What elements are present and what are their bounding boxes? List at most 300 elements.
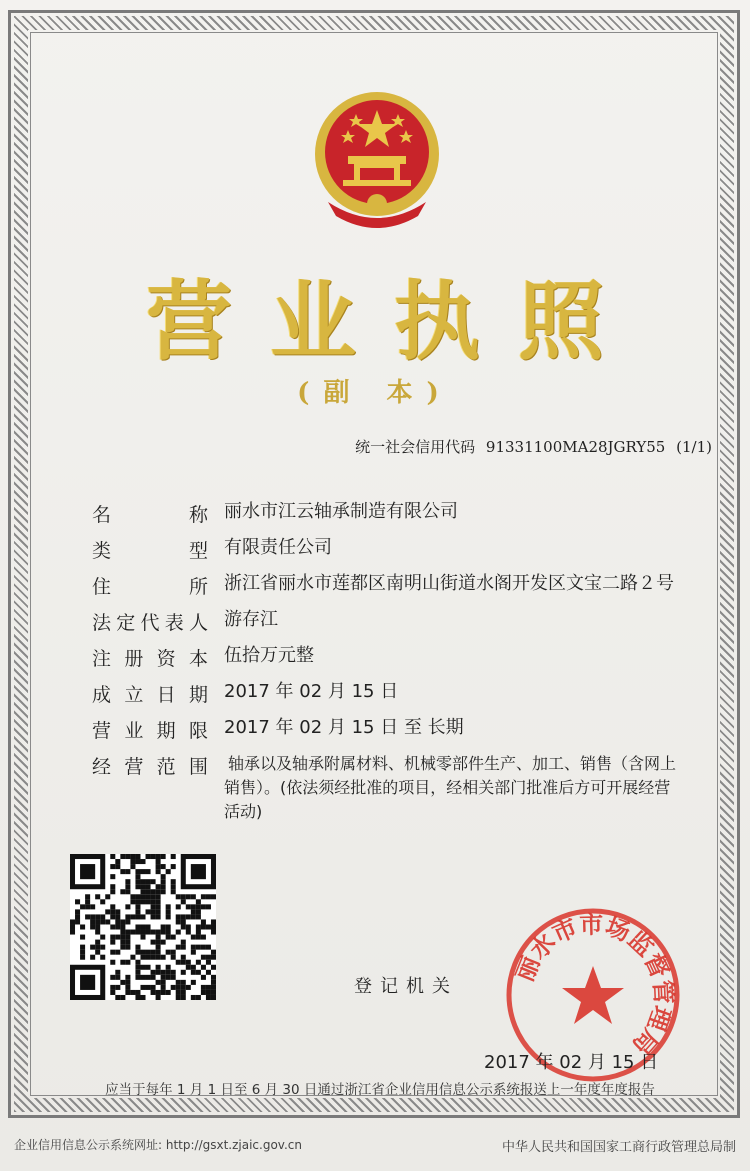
qr-module (211, 995, 216, 1000)
qr-module (181, 995, 186, 1000)
qr-module (196, 960, 201, 965)
qr-module (140, 859, 145, 864)
qr-module (156, 904, 161, 909)
qr-module (176, 995, 181, 1000)
field-row (92, 536, 692, 572)
qr-module (110, 940, 115, 945)
qr-module (176, 894, 181, 899)
qr-module (135, 975, 140, 980)
qr-module (166, 924, 171, 929)
qr-module (171, 970, 176, 975)
field-label (92, 536, 208, 563)
qr-module (115, 985, 120, 990)
qr-module (191, 950, 196, 955)
qr-module (110, 904, 115, 909)
qr-module (176, 980, 181, 985)
qr-finder-part (80, 864, 95, 879)
qr-module (191, 914, 196, 919)
qr-module (95, 940, 100, 945)
qr-module (151, 950, 156, 955)
qr-module (156, 859, 161, 864)
qr-module (156, 970, 161, 975)
qr-module (191, 894, 196, 899)
qr-module (151, 975, 156, 980)
qr-module (156, 884, 161, 889)
qr-module (125, 940, 130, 945)
qr-module (171, 864, 176, 869)
field-label-char: 期 (156, 720, 176, 742)
qr-module (125, 854, 130, 859)
qr-module (166, 935, 171, 940)
qr-module (166, 930, 171, 935)
qr-module (151, 879, 156, 884)
qr-module (140, 965, 145, 970)
qr-module (110, 864, 115, 869)
qr-module (146, 985, 151, 990)
qr-module (125, 930, 130, 935)
qr-module (201, 919, 206, 924)
field-label-char: 所 (188, 576, 208, 598)
qr-module (80, 904, 85, 909)
qr-module (151, 990, 156, 995)
field-label-char: 限 (188, 720, 208, 742)
qr-module (140, 985, 145, 990)
qr-module (171, 950, 176, 955)
qr-module (161, 864, 166, 869)
qr-module (196, 899, 201, 904)
qr-module (140, 975, 145, 980)
qr-module (135, 904, 140, 909)
field-label-char: 名 (92, 504, 112, 526)
qr-module (151, 904, 156, 909)
qr-module (110, 950, 115, 955)
qr-module (201, 990, 206, 995)
field-label-char: 型 (188, 540, 208, 562)
qr-module (201, 945, 206, 950)
qr-module (196, 995, 201, 1000)
qr-module (211, 975, 216, 980)
qr-module (161, 955, 166, 960)
qr-module (201, 904, 206, 909)
qr-module (206, 960, 211, 965)
qr-module (151, 889, 156, 894)
qr-module (125, 889, 130, 894)
qr-module (151, 899, 156, 904)
document-subtitle: (副 本) (297, 378, 453, 408)
qr-module (201, 894, 206, 899)
qr-module (135, 894, 140, 899)
qr-module (156, 955, 161, 960)
qr-module (146, 924, 151, 929)
qr-module (166, 975, 171, 980)
qr-module (140, 924, 145, 929)
qr-module (135, 970, 140, 975)
qr-module (70, 930, 75, 935)
qr-module (95, 914, 100, 919)
qr-module (201, 935, 206, 940)
qr-module (176, 919, 181, 924)
qr-module (151, 930, 156, 935)
qr-module (95, 945, 100, 950)
qr-module (156, 909, 161, 914)
qr-module (110, 874, 115, 879)
qr-module (161, 970, 166, 975)
qr-module (146, 899, 151, 904)
qr-module (90, 919, 95, 924)
qr-module (125, 980, 130, 985)
qr-module (130, 894, 135, 899)
qr-module (140, 889, 145, 894)
qr-module (135, 859, 140, 864)
qr-module (85, 904, 90, 909)
qr-module (140, 899, 145, 904)
qr-module (181, 945, 186, 950)
qr-module (196, 904, 201, 909)
qr-module (115, 859, 120, 864)
qr-module (156, 864, 161, 869)
qr-module (95, 924, 100, 929)
qr-module (135, 874, 140, 879)
qr-module (156, 899, 161, 904)
annual-report-notice: 应当于每年 1 月 1 日至 6 月 30 日通过浙江省企业信用信息公示系统报送上一年度年度报告 (105, 1082, 655, 1098)
qr-module (196, 945, 201, 950)
field-value: 2017 年 02 月 15 日 (224, 681, 399, 702)
qr-module (120, 869, 125, 874)
qr-module (151, 970, 156, 975)
qr-module (156, 995, 161, 1000)
field-label-char: 法 (92, 612, 112, 634)
qr-module (110, 975, 115, 980)
qr-module (146, 889, 151, 894)
qr-module (166, 869, 171, 874)
qr-module (140, 894, 145, 899)
qr-module (125, 960, 130, 965)
qr-module (161, 930, 166, 935)
qr-module (171, 955, 176, 960)
field-label (92, 500, 208, 527)
qr-module (201, 965, 206, 970)
field-value: 游存江 (224, 609, 278, 630)
qr-module (95, 950, 100, 955)
qr-module (135, 914, 140, 919)
qr-module (125, 985, 130, 990)
qr-module (161, 985, 166, 990)
qr-module (140, 914, 145, 919)
qr-module (161, 884, 166, 889)
qr-module (166, 909, 171, 914)
qr-module (140, 884, 145, 889)
qr-module (181, 980, 186, 985)
field-value: 有限责任公司 (224, 537, 332, 558)
qr-module (146, 950, 151, 955)
qr-module (151, 955, 156, 960)
qr-module (115, 995, 120, 1000)
field-value: 2017 年 02 月 15 日 至 长期 (224, 717, 464, 738)
qr-module (146, 884, 151, 889)
field-value: 轴承以及轴承附属材料、机械零部件生产、加工、销售（含网上销售）。(依法须经批准的项目，经相关部门批准后方可开展经营活动) (224, 754, 677, 821)
qr-module (206, 970, 211, 975)
field-label-char: 本 (188, 648, 208, 670)
qr-module (156, 869, 161, 874)
qr-module (90, 904, 95, 909)
qr-module (115, 950, 120, 955)
qr-module (125, 904, 130, 909)
field-label-char: 类 (92, 540, 112, 562)
field-value: 伍拾万元整 (224, 645, 314, 666)
qr-module (95, 919, 100, 924)
qr-module (206, 924, 211, 929)
qr-module (206, 990, 211, 995)
qr-module (100, 919, 105, 924)
field-row (92, 716, 692, 752)
field-label-char: 代 (140, 612, 160, 634)
qr-module (85, 914, 90, 919)
qr-module (125, 990, 130, 995)
qr-module (211, 965, 216, 970)
qr-module (186, 985, 191, 990)
qr-module (120, 980, 125, 985)
qr-module (105, 909, 110, 914)
qr-module (196, 935, 201, 940)
qr-module (161, 874, 166, 879)
qr-module (211, 985, 216, 990)
qr-module (146, 869, 151, 874)
qr-module (130, 859, 135, 864)
qr-module (206, 995, 211, 1000)
qr-module (156, 950, 161, 955)
page-indicator: (1/1) (676, 438, 712, 456)
qr-module (135, 950, 140, 955)
qr-module (110, 909, 115, 914)
qr-module (156, 990, 161, 995)
qr-module (161, 889, 166, 894)
qr-module (80, 945, 85, 950)
qr-module (191, 965, 196, 970)
field-row (92, 680, 692, 716)
qr-module (176, 960, 181, 965)
qr-module (146, 955, 151, 960)
qr-module (161, 854, 166, 859)
qr-module (110, 914, 115, 919)
qr-module (161, 975, 166, 980)
qr-module (196, 970, 201, 975)
qr-module (151, 894, 156, 899)
qr-module (110, 884, 115, 889)
field-value: 丽水市江云轴承制造有限公司 (224, 501, 458, 522)
qr-module (181, 970, 186, 975)
qr-module (100, 935, 105, 940)
qr-code (70, 854, 216, 1000)
qr-module (125, 869, 130, 874)
qr-module (120, 889, 125, 894)
qr-module (151, 854, 156, 859)
qr-module (191, 980, 196, 985)
field-label (92, 572, 208, 599)
field-label-char: 注 (92, 648, 112, 670)
qr-module (186, 914, 191, 919)
qr-module (120, 924, 125, 929)
qr-finder-part (80, 975, 95, 990)
qr-module (196, 930, 201, 935)
qr-module (100, 899, 105, 904)
qr-module (211, 924, 216, 929)
qr-module (75, 909, 80, 914)
qr-module (206, 945, 211, 950)
qr-module (100, 914, 105, 919)
qr-module (146, 975, 151, 980)
field-label-char: 经 (92, 756, 112, 778)
qr-module (120, 945, 125, 950)
qr-module (140, 930, 145, 935)
field-label-char: 范 (156, 756, 176, 778)
qr-module (75, 919, 80, 924)
qr-module (90, 914, 95, 919)
qr-module (110, 889, 115, 894)
qr-module (115, 935, 120, 940)
qr-module (151, 985, 156, 990)
field-row (92, 500, 692, 536)
qr-module (105, 894, 110, 899)
qr-module (75, 914, 80, 919)
qr-module (151, 909, 156, 914)
qr-module (191, 909, 196, 914)
qr-module (100, 955, 105, 960)
qr-module (135, 854, 140, 859)
qr-module (125, 884, 130, 889)
qr-module (201, 955, 206, 960)
field-row (92, 572, 692, 608)
qr-module (181, 919, 186, 924)
seal-text: 丽水市市场监督管理局 (510, 910, 678, 1060)
qr-module (171, 879, 176, 884)
document-title: 营业执照 (146, 271, 642, 372)
qr-module (100, 945, 105, 950)
qr-module (156, 854, 161, 859)
qr-module (211, 955, 216, 960)
qr-finder-part (191, 864, 206, 879)
field-label-char: 人 (188, 612, 208, 634)
qr-module (135, 965, 140, 970)
qr-module (191, 995, 196, 1000)
qr-module (80, 950, 85, 955)
field-label-char: 营 (124, 756, 144, 778)
qr-module (135, 899, 140, 904)
credit-code-value: 91331100MA28JGRY55 (485, 438, 666, 456)
qr-module (135, 995, 140, 1000)
qr-module (166, 904, 171, 909)
qr-module (156, 889, 161, 894)
field-row (92, 644, 692, 680)
credit-code-line (349, 436, 712, 457)
qr-module (135, 990, 140, 995)
qr-module (146, 879, 151, 884)
qr-module (181, 960, 186, 965)
license-fields (92, 500, 692, 824)
field-label (92, 716, 208, 743)
qr-module (186, 904, 191, 909)
qr-module (130, 955, 135, 960)
qr-module (146, 894, 151, 899)
qr-module (196, 924, 201, 929)
qr-module (166, 950, 171, 955)
qr-module (120, 995, 125, 1000)
qr-module (181, 914, 186, 919)
qr-module (176, 930, 181, 935)
qr-module (120, 930, 125, 935)
qr-module (171, 935, 176, 940)
qr-module (130, 914, 135, 919)
qr-module (211, 980, 216, 985)
qr-module (115, 914, 120, 919)
qr-module (135, 884, 140, 889)
qr-module (161, 924, 166, 929)
qr-module (201, 975, 206, 980)
qr-module (156, 965, 161, 970)
qr-module (206, 894, 211, 899)
qr-module (181, 955, 186, 960)
qr-module (75, 899, 80, 904)
qr-module (130, 990, 135, 995)
qr-module (171, 854, 176, 859)
qr-module (135, 945, 140, 950)
qr-module (166, 914, 171, 919)
qr-module (161, 940, 166, 945)
field-label-char: 住 (92, 576, 112, 598)
qr-module (115, 975, 120, 980)
qr-module (181, 990, 186, 995)
qr-module (191, 970, 196, 975)
qr-module (171, 889, 176, 894)
qr-module (140, 995, 145, 1000)
qr-module (115, 919, 120, 924)
qr-module (196, 909, 201, 914)
qr-module (166, 970, 171, 975)
field-label-char: 营 (92, 720, 112, 742)
qr-module (135, 879, 140, 884)
qr-module (140, 879, 145, 884)
qr-module (156, 930, 161, 935)
qr-module (135, 869, 140, 874)
qr-module (105, 919, 110, 924)
qr-module (125, 919, 130, 924)
qr-module (85, 899, 90, 904)
qr-module (171, 985, 176, 990)
qr-module (201, 924, 206, 929)
qr-module (80, 924, 85, 929)
field-label-char: 成 (92, 684, 112, 706)
qr-module (156, 980, 161, 985)
field-label-char: 资 (156, 648, 176, 670)
qr-module (140, 869, 145, 874)
registration-authority-label: 登记机关 (354, 976, 458, 997)
qr-module (135, 924, 140, 929)
qr-module (186, 924, 191, 929)
qr-module (171, 975, 176, 980)
qr-module (181, 985, 186, 990)
qr-module (115, 909, 120, 914)
field-row (92, 608, 692, 644)
qr-module (156, 935, 161, 940)
qr-module (176, 904, 181, 909)
qr-module (181, 924, 186, 929)
qr-module (191, 935, 196, 940)
qr-module (115, 864, 120, 869)
qr-module (166, 965, 171, 970)
footer-issuer: 中华人民共和国国家工商行政管理总局制 (501, 1140, 736, 1155)
qr-module (191, 904, 196, 909)
qr-module (146, 930, 151, 935)
qr-module (151, 914, 156, 919)
